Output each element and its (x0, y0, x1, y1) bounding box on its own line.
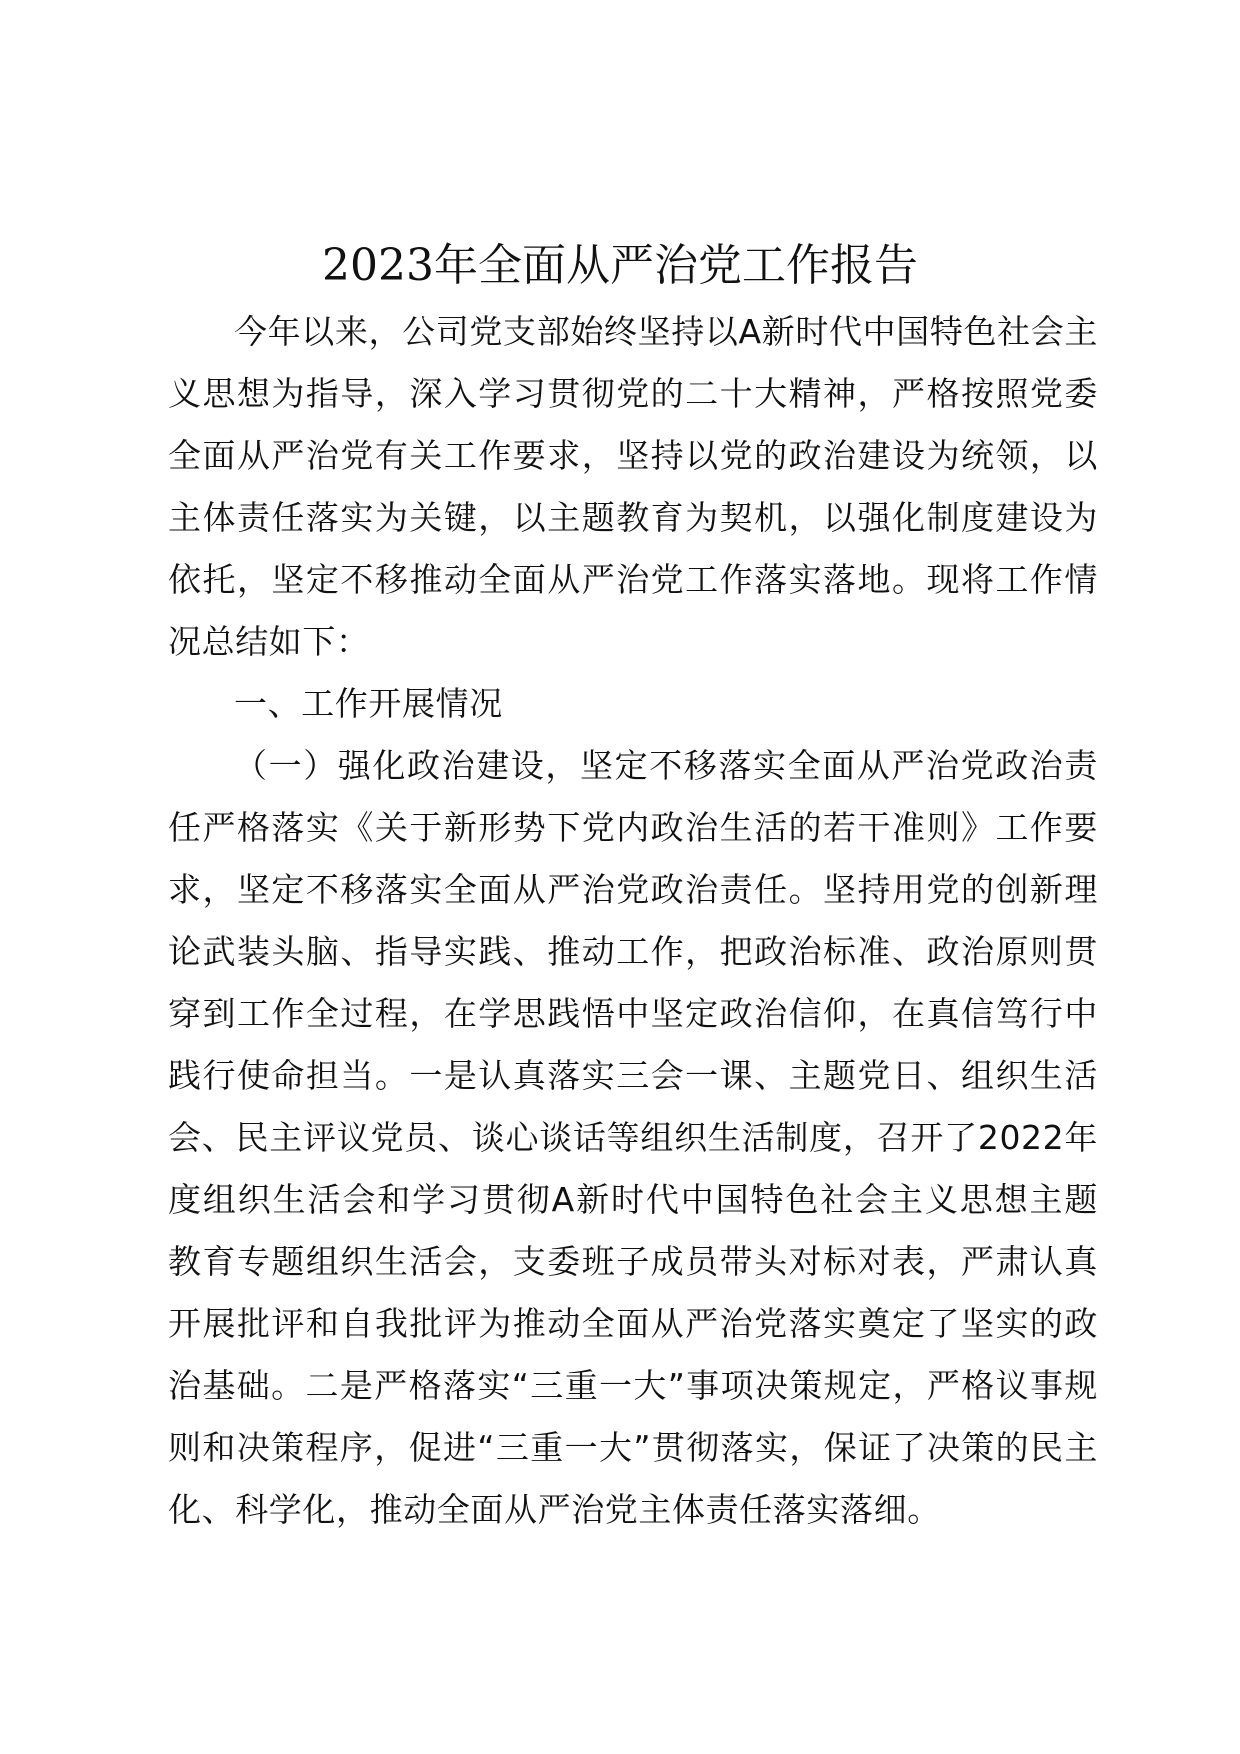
intro-paragraph: 今年以来，公司党支部始终坚持以A新时代中国特色社会主义思想为指导，深入学习贯彻党的二十大精神，严格按照党委全面从严治党有关工作要求，坚持以党的政治建设为统领，以主体责任落实为关键，以主题教育为契机，以强化制度建设为依托，坚定不移推动全面从严治党工作落实落地。现将工作情况总结如下： (168, 312, 1098, 661)
document-body (168, 301, 1098, 1541)
body-paragraph: （一）强化政治建设，坚定不移落实全面从严治党政治责任严格落实《关于新形势下党内政治生活的若干准则》工作要求，坚定不移落实全面从严治党政治责任。坚持用党的创新理论武装头脑、指导实践、推动工作，把政治标准、政治原则贯穿到工作全过程，在学思践悟中坚定政治信仰，在真信笃行中践行使命担当。一是认真落实三会一课、主题党日、组织生活会、民主评议党员、谈心谈话等组织生活制度，召开了2022年度组织生活会和学习贯彻A新时代中国特色社会主义思想主题教育专题组织生活会，支委班子成员带头对标对表，严肃认真开展批评和自我批评为推动全面从严治党落实奠定了坚实的政治基础。二是严格落实“三重一大”事项决策规定，严格议事规则和决策程序，促进“三重一大”贯彻落实，保证了决策的民主化、科学化，推动全面从严治党主体责任落实落细。 (168, 746, 1098, 1529)
section-heading: 一、工作开展情况 (234, 684, 503, 723)
document-title: 2023年全面从严治党工作报告 (322, 240, 918, 291)
